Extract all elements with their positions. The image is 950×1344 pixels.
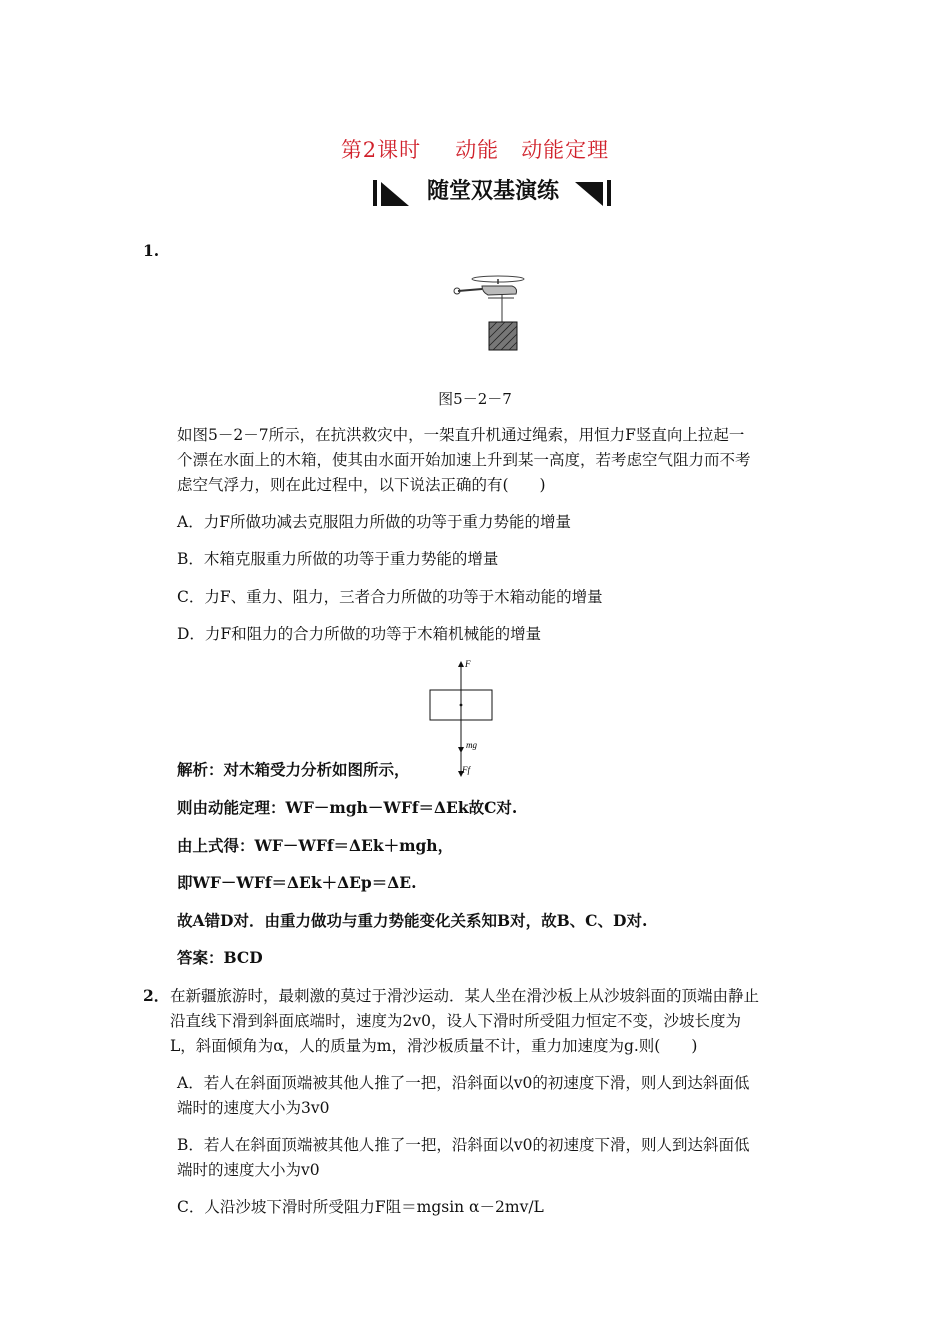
- q2-stem-line1: 在新疆旅游时，最刺激的莫过于滑沙运动．某人坐在滑沙板上从沙坡斜面的顶端由静止: [170, 987, 760, 1005]
- analysis-line4: 即WF－WFf＝ΔEk＋ΔEp＝ΔE.: [177, 873, 417, 892]
- figure-caption: 图5－2－7: [438, 390, 512, 408]
- q1-option-b: B．木箱克服重力所做的功等于重力势能的增量: [177, 550, 499, 568]
- analysis-line1: 解析：对木箱受力分析如图所示，: [177, 760, 410, 779]
- analysis-line5: 故A错D对．由重力做功与重力势能变化关系知B对，故B、C、D对.: [177, 911, 648, 930]
- topic1: 动能: [455, 138, 500, 162]
- label-mg: mg: [466, 740, 477, 750]
- q2-stem-line2: 沿直线下滑到斜面底端时，速度为2v0，设人下滑时所受阻力恒定不变，沙坡长度为: [170, 1012, 741, 1030]
- answer-line: 答案：BCD: [177, 948, 263, 967]
- page-title: [0, 134, 950, 164]
- topic2: 动能定理: [521, 138, 610, 162]
- q1-option-c: C．力F、重力、阻力，三者合力所做的功等于木箱动能的增量: [177, 588, 603, 606]
- q2-option-b-line1: B．若人在斜面顶端被其他人推了一把，沿斜面以v0的初速度下滑，则人到达斜面低: [177, 1136, 750, 1154]
- q2-option-b-line2: 端时的速度大小为v0: [177, 1161, 320, 1179]
- lesson-label: 第2课时: [340, 138, 422, 162]
- q1-option-a: A．力F所做功减去克服阻力所做的功等于重力势能的增量: [177, 513, 571, 531]
- q1-stem-line3: 虑空气浮力，则在此过程中，以下说法正确的有( ): [177, 476, 546, 494]
- section-banner: [371, 176, 613, 208]
- q2-option-c: C．人沿沙坡下滑时所受阻力F阻＝mgsin α－2mv/L: [177, 1198, 544, 1216]
- banner-title: 随堂双基演练: [426, 179, 559, 204]
- q1-stem-line1: 如图5－2－7所示，在抗洪救灾中，一架直升机通过绳索，用恒力F竖直向上拉起一: [177, 426, 745, 444]
- q2-stem-line3: L，斜面倾角为α，人的质量为m，滑沙板质量不计，重力加速度为g.则( ): [170, 1037, 698, 1055]
- q2-option-a-line2: 端时的速度大小为3v0: [177, 1099, 330, 1117]
- label-F: F: [465, 659, 471, 669]
- force-diagram: [426, 656, 516, 780]
- helicopter-figure: [452, 270, 532, 355]
- analysis-line2: 则由动能定理：WF－mgh－WFf＝ΔEk故C对.: [177, 798, 518, 817]
- q2-option-a-line1: A．若人在斜面顶端被其他人推了一把，沿斜面以v0的初速度下滑，则人到达斜面低: [177, 1074, 750, 1092]
- q2-number: 2．: [143, 986, 170, 1005]
- q1-option-d: D．力F和阻力的合力所做的功等于木箱机械能的增量: [177, 625, 542, 643]
- q1-number: 1.: [143, 241, 160, 260]
- q1-stem-line2: 个漂在水面上的木箱，使其由水面开始加速上升到某一高度，若考虑空气阻力而不考: [177, 451, 751, 469]
- analysis-line3: 由上式得：WF－WFf＝ΔEk＋mgh，: [177, 836, 454, 855]
- label-Ff: Ff: [462, 765, 470, 775]
